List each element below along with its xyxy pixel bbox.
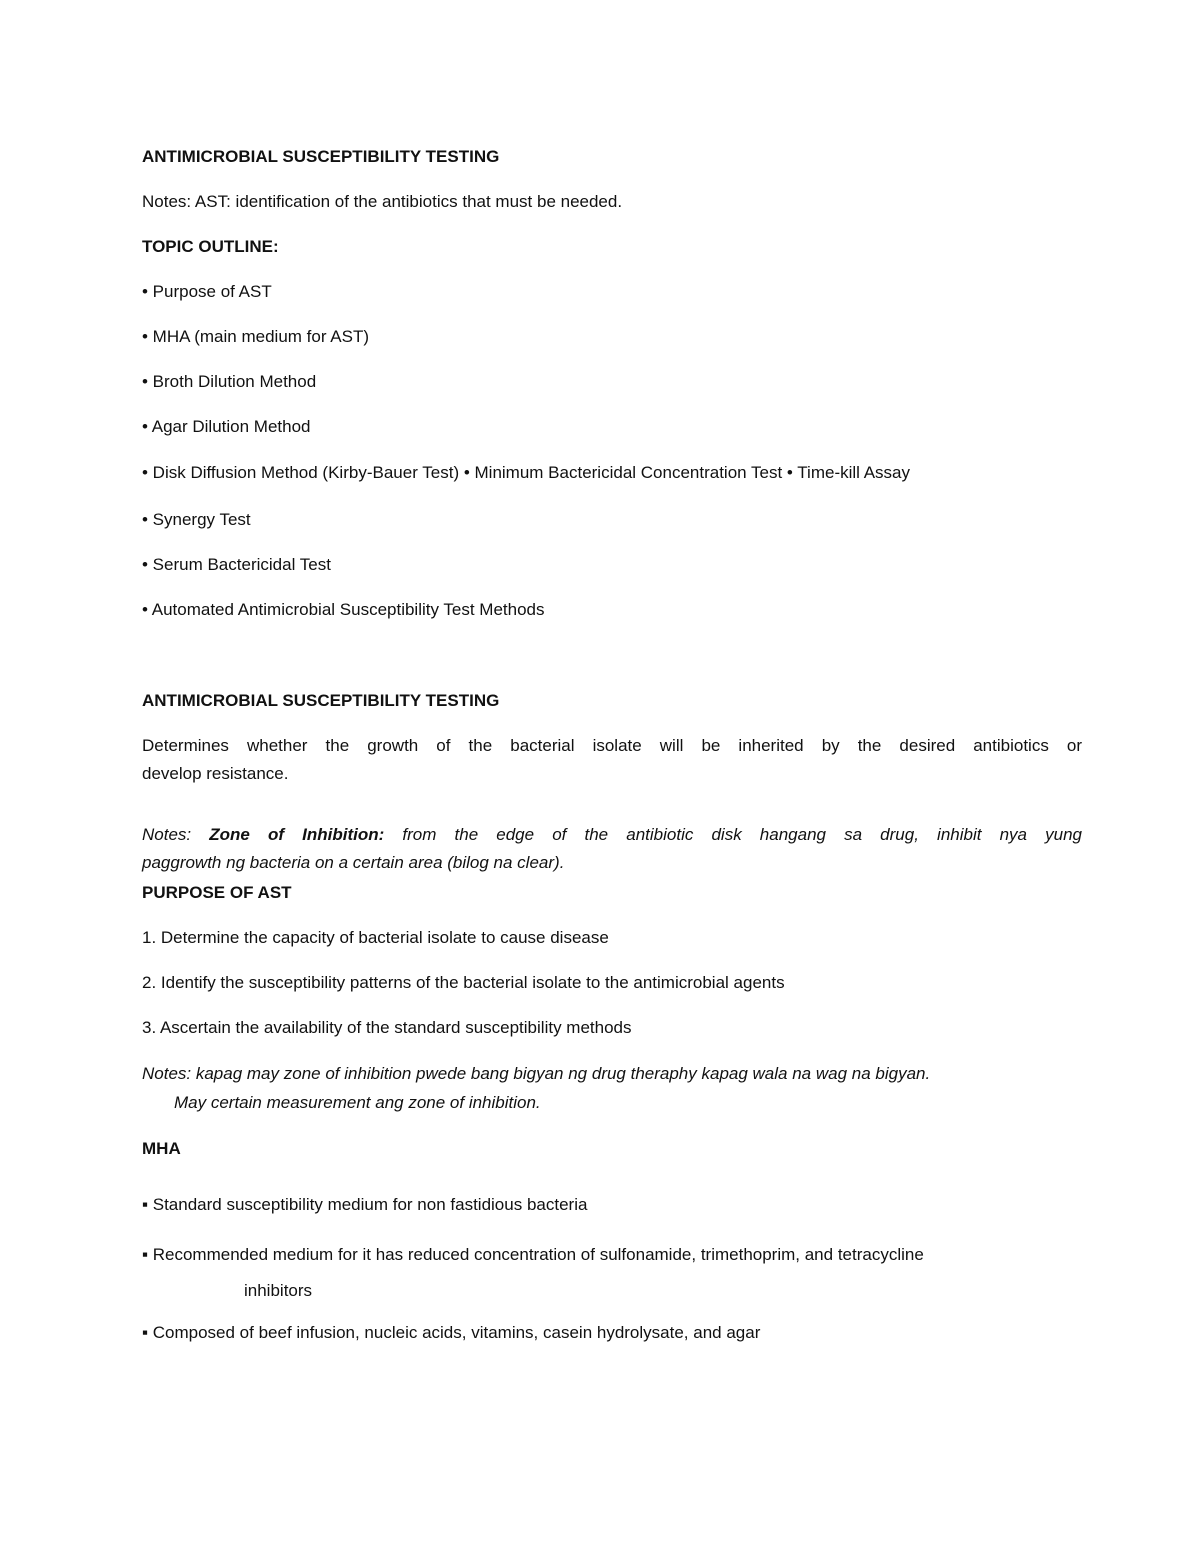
- zone-note-term: Zone of Inhibition:: [209, 825, 385, 844]
- zone-note-rest: from the edge of the antibiotic disk hangang sa drug, inhibit nya yung: [384, 825, 1082, 844]
- outline-item: • Broth Dilution Method: [142, 372, 317, 391]
- zone-note-line-2: paggrowth ng bacteria on a certain area (bilog na clear).: [142, 853, 565, 872]
- notes-ast-definition: Notes: AST: identification of the antibiotics that must be needed.: [142, 192, 623, 211]
- outline-item: • Agar Dilution Method: [142, 417, 311, 436]
- mha-title: MHA: [142, 1139, 181, 1158]
- determines-line-1: Determines whether the growth of the bacterial isolate will be inherited by the desired antibiotics or: [142, 736, 1082, 755]
- purpose-item: 2. Identify the susceptibility patterns of the bacterial isolate to the antimicrobial agents: [142, 973, 785, 992]
- outline-item: • Serum Bactericidal Test: [142, 555, 331, 574]
- purpose-item: 1. Determine the capacity of bacterial isolate to cause disease: [142, 928, 609, 947]
- zone-note-line-1: [142, 825, 1082, 845]
- mha-item: ▪ Standard susceptibility medium for non fastidious bacteria: [142, 1195, 588, 1214]
- notes-drug-therapy: Notes: kapag may zone of inhibition pwede bang bigyan ng drug theraphy kapag wala na wag na bigyan.: [142, 1064, 931, 1083]
- mha-item: ▪ Recommended medium for it has reduced concentration of sulfonamide, trimethoprim, and tetracycline: [142, 1245, 924, 1264]
- determines-line-2: develop resistance.: [142, 764, 289, 783]
- zone-note-prefix: Notes:: [142, 825, 210, 844]
- notes-measurement: May certain measurement ang zone of inhibition.: [174, 1093, 541, 1112]
- purpose-item: 3. Ascertain the availability of the standard susceptibility methods: [142, 1018, 632, 1037]
- topic-outline-title: TOPIC OUTLINE:: [142, 237, 279, 256]
- outline-item: • Disk Diffusion Method (Kirby-Bauer Test) • Minimum Bactericidal Concentration Test • Time-kill Assay: [142, 463, 911, 482]
- mha-item: ▪ Composed of beef infusion, nucleic acids, vitamins, casein hydrolysate, and agar: [142, 1323, 761, 1342]
- heading-ast: ANTIMICROBIAL SUSCEPTIBILITY TESTING: [142, 147, 500, 166]
- outline-item: • Purpose of AST: [142, 282, 272, 301]
- outline-item: • Synergy Test: [142, 510, 251, 529]
- purpose-title: PURPOSE OF AST: [142, 883, 292, 902]
- mha-item-continuation: inhibitors: [244, 1281, 313, 1300]
- outline-item: • Automated Antimicrobial Susceptibility Test Methods: [142, 600, 545, 619]
- outline-item: • MHA (main medium for AST): [142, 327, 370, 346]
- heading-ast-2: ANTIMICROBIAL SUSCEPTIBILITY TESTING: [142, 691, 500, 710]
